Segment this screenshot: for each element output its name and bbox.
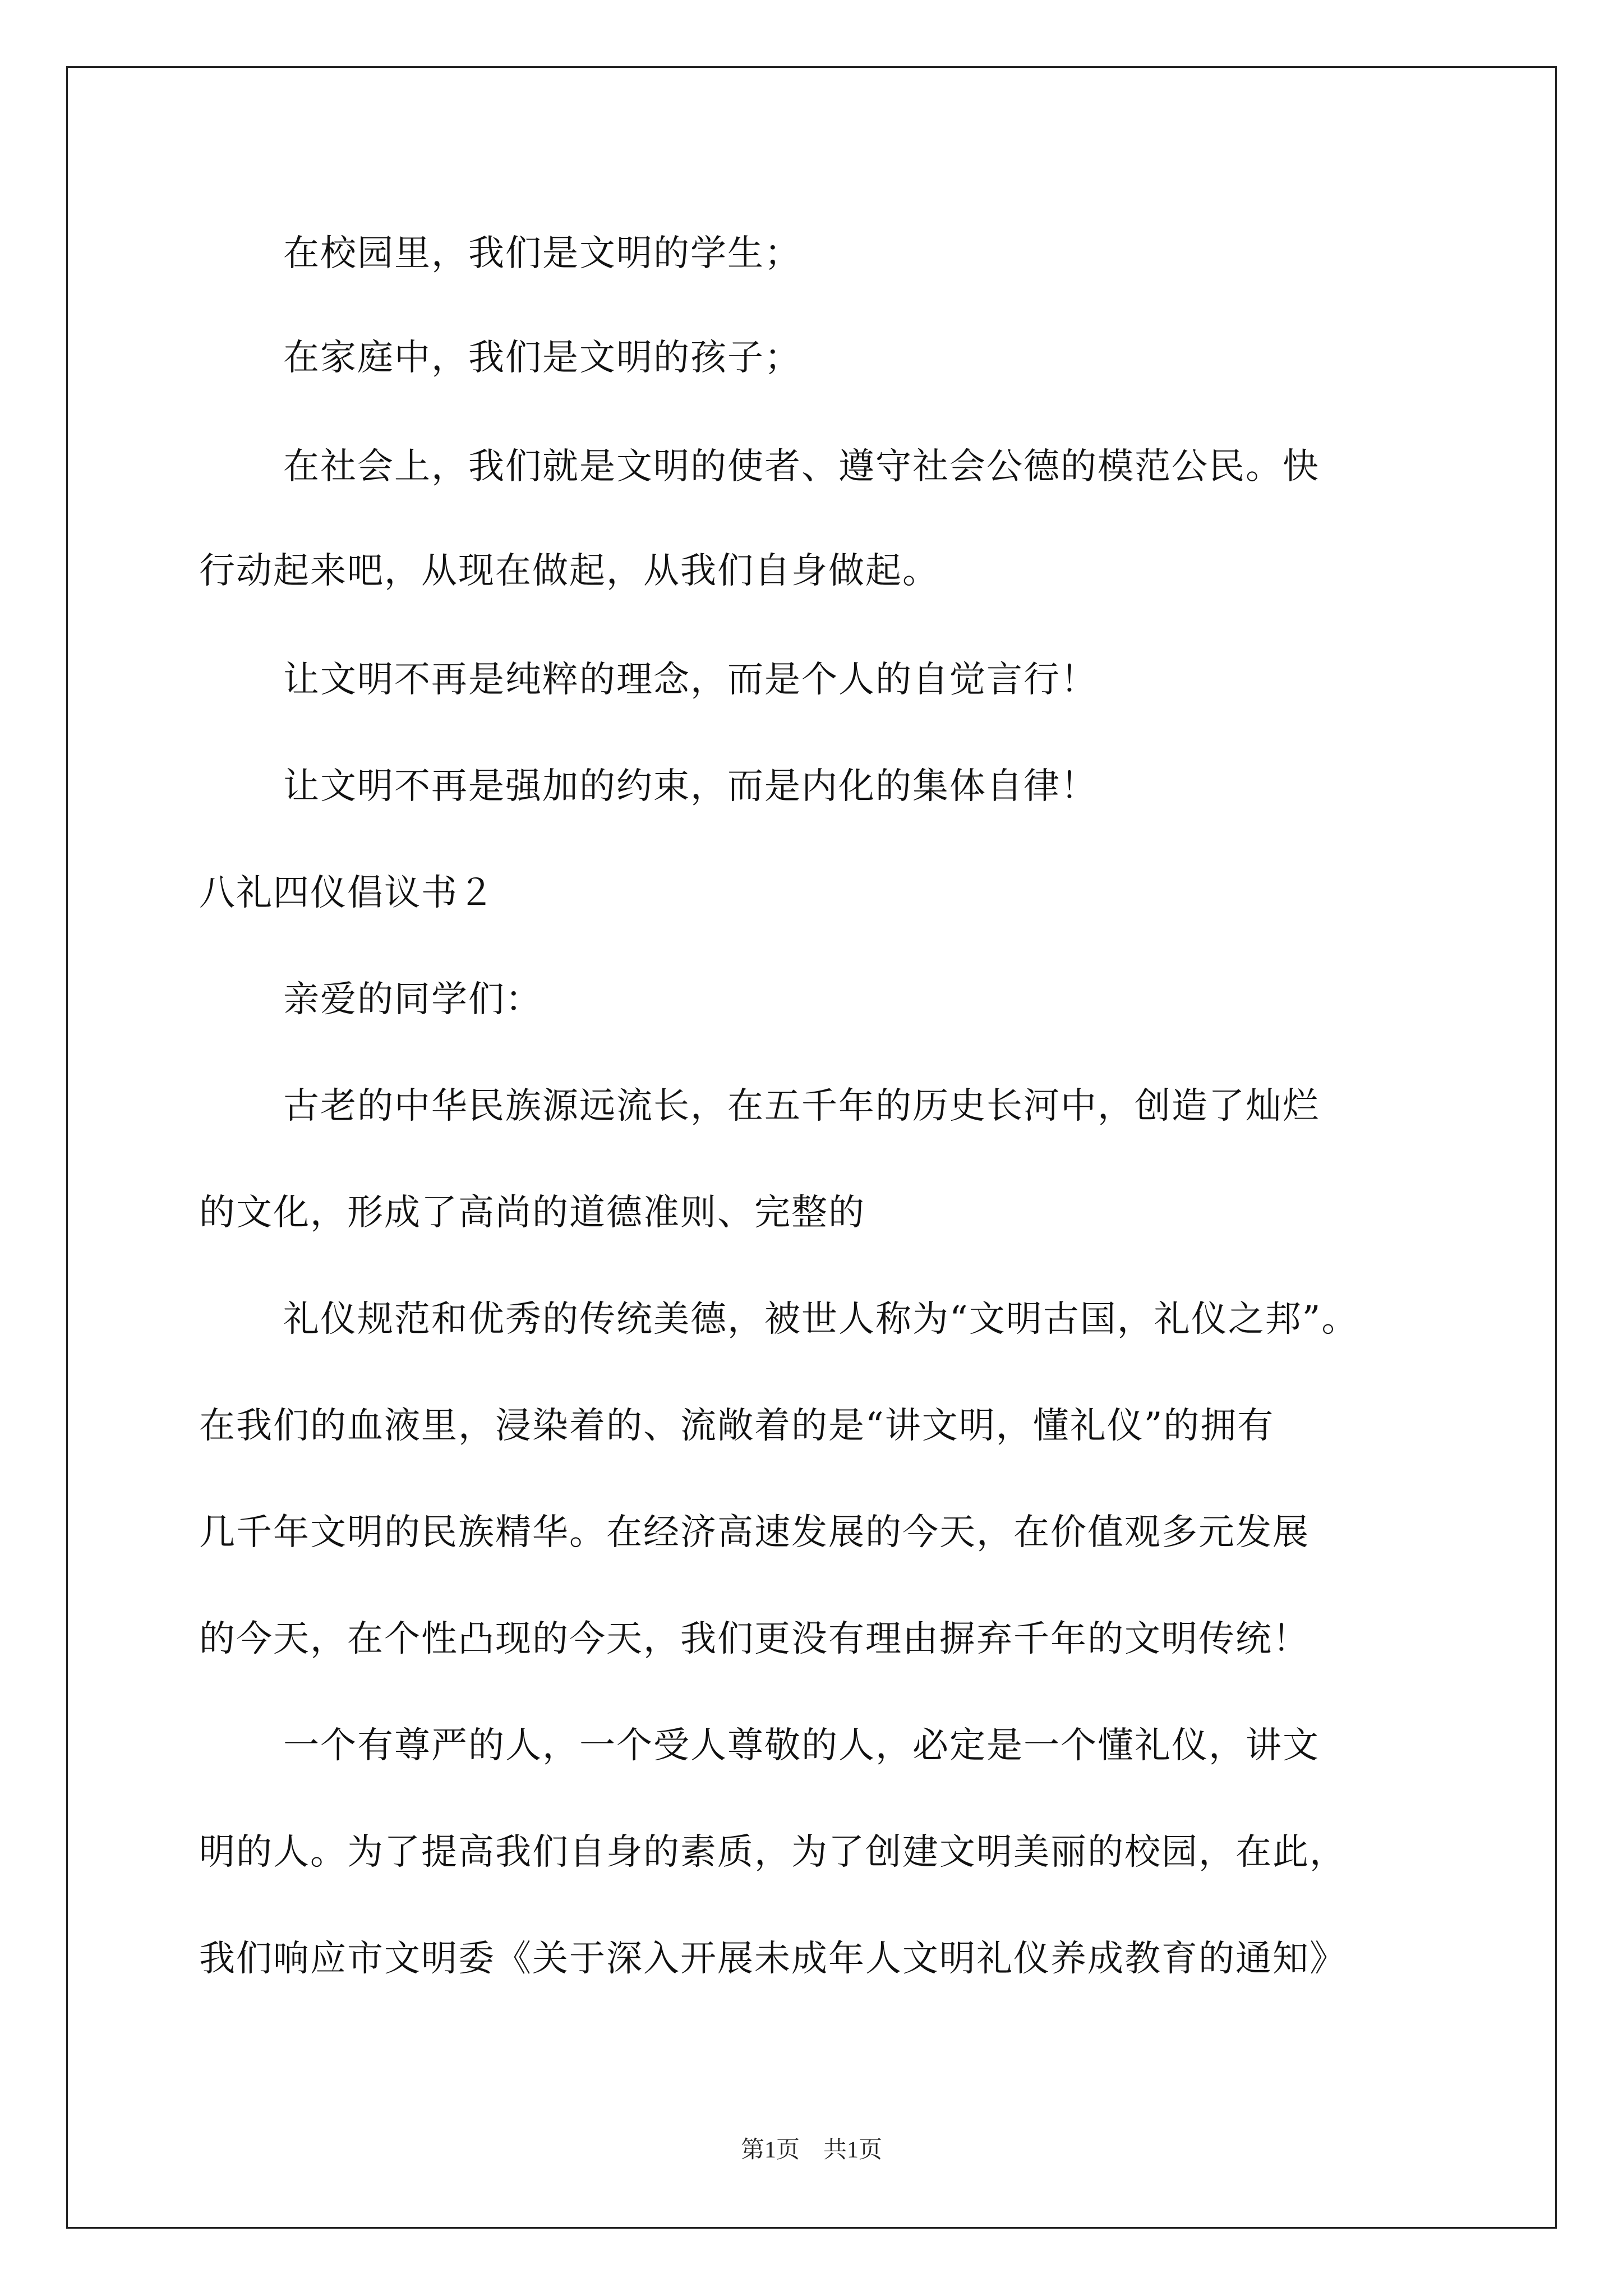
page-footer: 第1页 共1页	[740, 2137, 882, 2163]
paragraph-line: 我们响应市文明委《关于深入开展未成年人文明礼仪养成教育的通知》	[199, 1938, 1347, 1980]
page-border	[66, 66, 1557, 2229]
paragraph-line: 在我们的血液里，浸染着的、流敞着的是“讲文明，懂礼仪”的拥有	[199, 1405, 1275, 1447]
paragraph-line: 一个有尊严的人，一个受人尊敬的人，必定是一个懂礼仪，讲文	[283, 1725, 1320, 1766]
salutation: 亲爱的同学们：	[283, 979, 542, 1020]
paragraph-line: 在家庭中，我们是文明的孩子；	[283, 337, 801, 379]
section-heading: 八礼四仪倡议书２	[199, 872, 495, 914]
paragraph-line: 的文化，形成了高尚的道德准则、完整的	[199, 1192, 865, 1234]
paragraph-line: 在社会上，我们就是文明的使者、遵守社会公德的模范公民。快	[283, 446, 1320, 487]
paragraph-line: 几千年文明的民族精华。在经济高速发展的今天，在价值观多元发展	[199, 1512, 1310, 1553]
paragraph-line: 行动起来吧，从现在做起，从我们自身做起。	[199, 550, 939, 592]
paragraph-line: 礼仪规范和优秀的传统美德，被世人称为“文明古国，礼仪之邦”。	[283, 1299, 1359, 1340]
paragraph-line: 明的人。为了提高我们自身的素质，为了创建文明美丽的校园，在此，	[199, 1832, 1347, 1873]
paragraph-line: 的今天，在个性凸现的今天，我们更没有理由摒弃千年的文明传统！	[199, 1618, 1310, 1660]
paragraph-line: 古老的中华民族源远流长，在五千年的历史长河中，创造了灿烂	[283, 1085, 1320, 1127]
paragraph-line: 让文明不再是纯粹的理念，而是个人的自觉言行！	[283, 659, 1098, 701]
paragraph-line: 在校园里，我们是文明的学生；	[283, 233, 801, 274]
paragraph-line: 让文明不再是强加的约束，而是内化的集体自律！	[283, 766, 1098, 807]
